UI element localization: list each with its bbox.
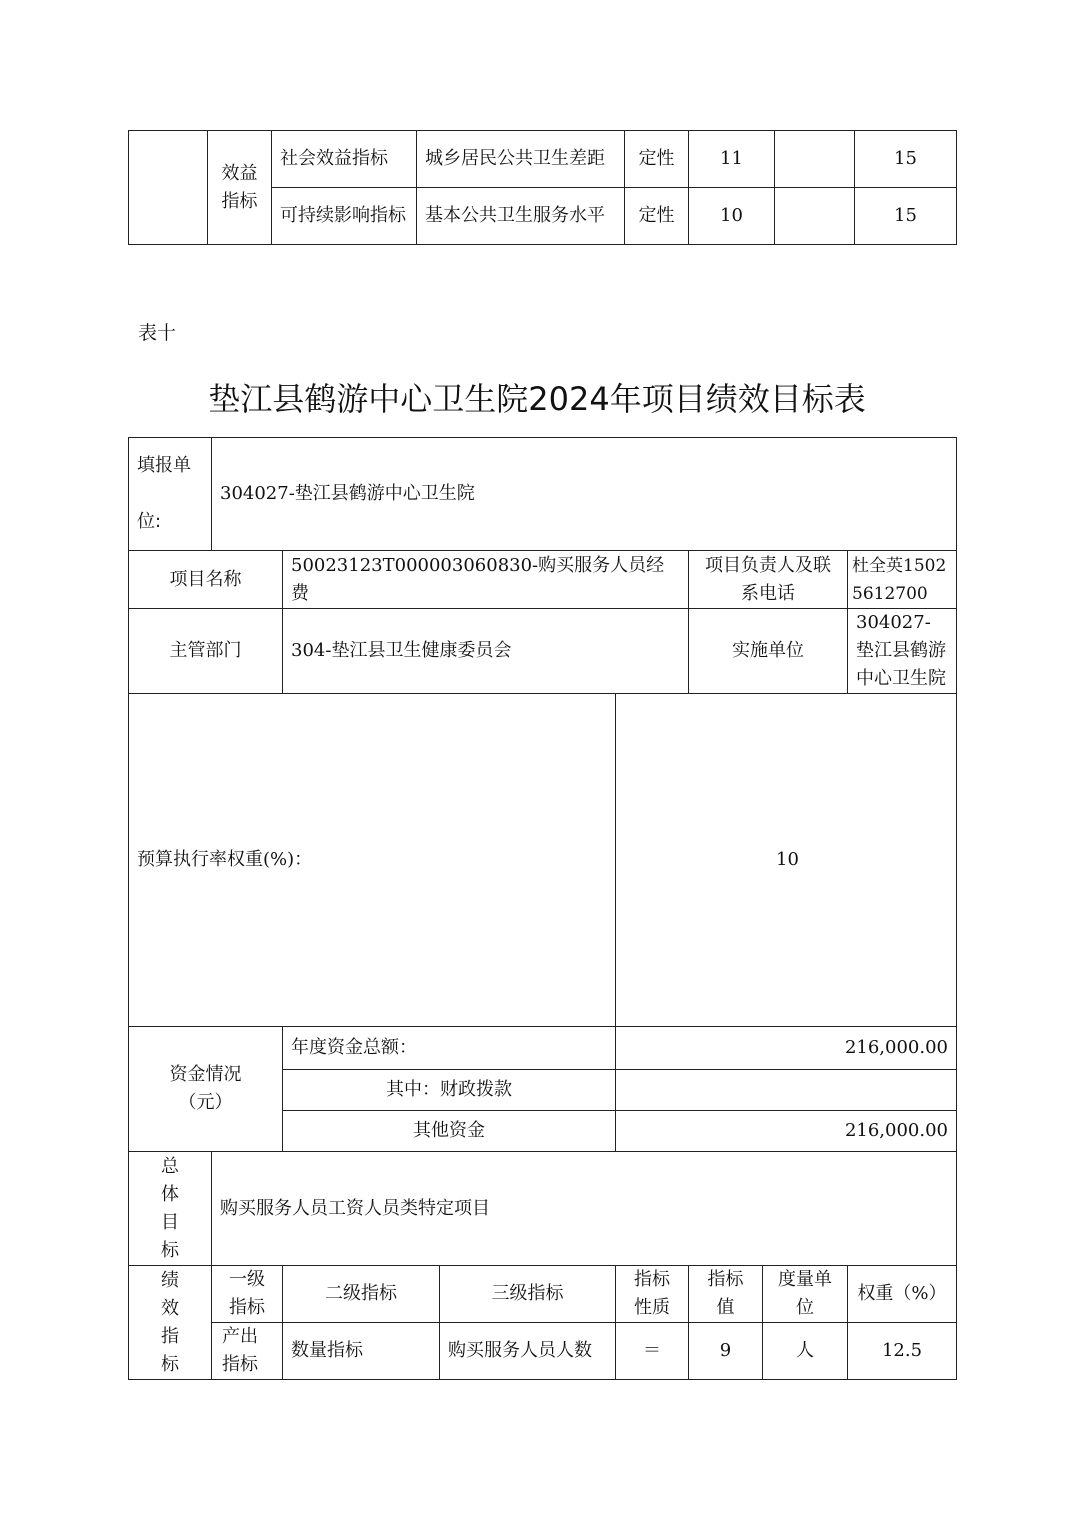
level2-cell: 可持续影响指标 xyxy=(272,188,417,245)
header-nature: 指标性质 xyxy=(616,1266,689,1323)
first-level-indicator: 效益指标 xyxy=(208,131,272,245)
contact-value: 杜全英15025612700 xyxy=(848,551,957,609)
table-label: 表十 xyxy=(138,322,177,344)
impl-label: 实施单位 xyxy=(689,609,848,694)
fiscal-value xyxy=(616,1070,957,1111)
value-cell: 10 xyxy=(689,188,775,245)
level3-cell: 基本公共卫生服务水平 xyxy=(417,188,625,245)
dept-value: 304-垫江县卫生健康委员会 xyxy=(283,609,689,694)
header-value: 指标值 xyxy=(689,1266,763,1323)
other-funds-value: 216,000.00 xyxy=(616,1111,957,1152)
top-indicator-table xyxy=(128,130,957,245)
unit-cell xyxy=(775,188,855,245)
fiscal-label: 其中：财政拨款 xyxy=(283,1070,616,1111)
header-level1: 一级指标 xyxy=(212,1266,283,1323)
row-level3: 购买服务人员人数 xyxy=(440,1323,616,1380)
row-nature: ＝ xyxy=(616,1323,689,1380)
row-value: 9 xyxy=(689,1323,763,1380)
nature-cell: 定性 xyxy=(625,188,689,245)
overall-goal-value: 购买服务人员工资人员类特定项目 xyxy=(212,1152,957,1266)
perf-indicator-label: 绩效指标 xyxy=(129,1266,212,1380)
header-unit: 度量单位 xyxy=(763,1266,848,1323)
project-name-label: 项目名称 xyxy=(129,551,283,609)
impl-value: 304027-垫江县鹤游中心卫生院 xyxy=(848,609,957,694)
overall-goal-label: 总体目标 xyxy=(129,1152,212,1266)
row-level2: 数量指标 xyxy=(283,1323,440,1380)
other-funds-label: 其他资金 xyxy=(283,1111,616,1152)
value-cell: 11 xyxy=(689,131,775,188)
weight-cell: 15 xyxy=(855,131,957,188)
budget-rate-label: 预算执行率权重(%)： xyxy=(129,694,616,1027)
level3-cell: 城乡居民公共卫生差距 xyxy=(417,131,625,188)
funds-label: 资金情况（元） xyxy=(129,1027,283,1152)
weight-cell: 15 xyxy=(855,188,957,245)
project-name-value: 50023123T000003060830-购买服务人员经费 xyxy=(283,551,689,609)
performance-goal-table xyxy=(128,437,957,1380)
row-level1: 产出指标 xyxy=(212,1323,283,1380)
nature-cell: 定性 xyxy=(625,131,689,188)
row-weight: 12.5 xyxy=(848,1323,957,1380)
page-title: 垫江县鹤游中心卫生院2024年项目绩效目标表 xyxy=(208,380,866,418)
row-unit: 人 xyxy=(763,1323,848,1380)
header-weight: 权重（%） xyxy=(848,1266,957,1323)
blank-cell xyxy=(129,131,208,245)
budget-rate-value: 10 xyxy=(616,694,957,1027)
unit-cell xyxy=(775,131,855,188)
reporting-unit-label: 填报单位: xyxy=(129,438,212,551)
annual-total-value: 216,000.00 xyxy=(616,1027,957,1070)
header-level3: 三级指标 xyxy=(440,1266,616,1323)
level2-cell: 社会效益指标 xyxy=(272,131,417,188)
annual-total-label: 年度资金总额： xyxy=(283,1027,616,1070)
dept-label: 主管部门 xyxy=(129,609,283,694)
header-level2: 二级指标 xyxy=(283,1266,440,1323)
reporting-unit-value: 304027-垫江县鹤游中心卫生院 xyxy=(212,438,957,551)
contact-label: 项目负责人及联系电话 xyxy=(689,551,848,609)
